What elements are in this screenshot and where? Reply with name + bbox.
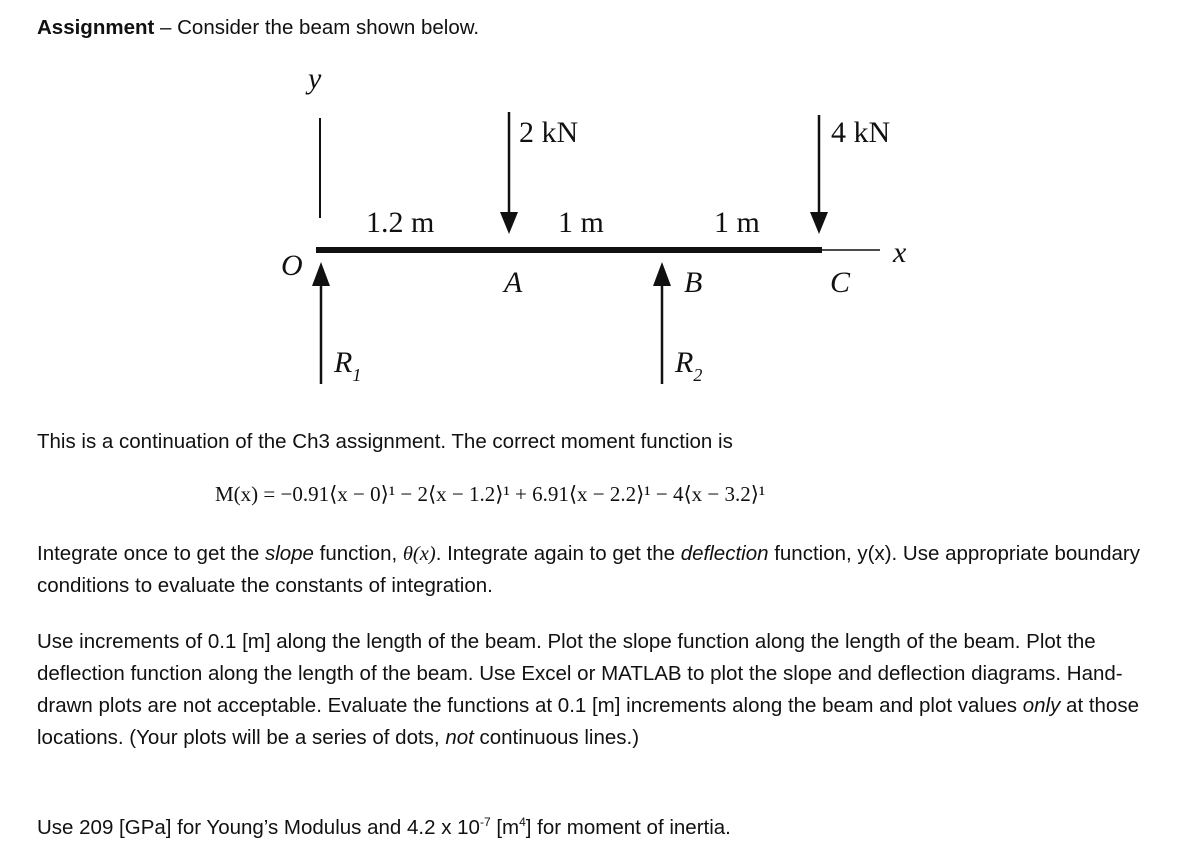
- title-bold: Assignment: [37, 16, 155, 39]
- para3-text-2: at those locations. (Your plots will be a series of dots,: [37, 694, 1139, 749]
- reaction-r1-letter: R: [334, 346, 353, 379]
- para2-text-2: function,: [313, 542, 403, 565]
- para2-text-3: . Integrate again to get the: [435, 542, 681, 565]
- load-arrowhead-4kn: [810, 212, 828, 234]
- reaction-arrowhead-r2: [653, 262, 671, 286]
- beam: [316, 247, 822, 253]
- x-axis-label: x: [893, 236, 907, 269]
- reaction-r1-sub: 1: [352, 365, 362, 385]
- para4-text-2: [m: [490, 816, 520, 839]
- span-label-1: 1.2 m: [366, 206, 435, 239]
- plotting-instructions: [37, 626, 1157, 754]
- reaction-r2-letter: R: [675, 346, 694, 379]
- point-label-c: C: [830, 266, 851, 299]
- integration-instructions: [37, 538, 1147, 602]
- para4-text-3: ] for moment of inertia.: [525, 816, 731, 839]
- para2-text-4: function, y(x). Use appropriate boundary conditions to evaluate the constants of integration.: [37, 542, 1140, 597]
- material-properties: [37, 812, 731, 844]
- para3-text-1: Use increments of 0.1 [m] along the length of the beam. Plot the slope function along the length of the beam. Plot the deflection function along the length of the beam. Use Excel or MATLAB to plot the slope and deflection diagrams. Hand-drawn plots are not acceptable. Evaluate the functions at 0.1 [m] increments along the beam and plot values: [37, 630, 1123, 717]
- para2-deflection: deflection: [680, 542, 769, 565]
- origin-label: O: [281, 249, 303, 282]
- reaction-label-r1: [333, 346, 361, 385]
- load-arrowhead-2kn: [500, 212, 518, 234]
- reaction-r2-sub: 2: [693, 365, 703, 385]
- reaction-arrowhead-r1: [312, 262, 330, 286]
- para3-not: not: [445, 726, 474, 749]
- para3-text-3: continuous lines.): [473, 726, 640, 749]
- para2-slope: slope: [264, 542, 314, 565]
- load-label-2kn: 2 kN: [519, 116, 579, 149]
- para4-text-1: Use 209 [GPa] for Young’s Modulus and 4.2 x 10: [37, 816, 480, 839]
- point-label-a: A: [504, 266, 523, 299]
- moment-equation: M(x) = −0.91⟨x − 0⟩¹ − 2⟨x − 1.2⟩¹ + 6.91⟨x − 2.2⟩¹ − 4⟨x − 3.2⟩¹: [215, 482, 766, 506]
- para2-text-1: Integrate once to get the: [37, 542, 265, 565]
- para4-exponent: -7: [479, 815, 491, 829]
- reaction-label-r2: [674, 346, 702, 385]
- para3-only: only: [1022, 694, 1061, 717]
- span-label-3: 1 m: [714, 206, 760, 239]
- intro-text: This is a continuation of the Ch3 assignment. The correct moment function is: [37, 430, 733, 453]
- point-label-b: B: [684, 266, 703, 299]
- load-label-4kn: 4 kN: [831, 116, 891, 149]
- span-label-2: 1 m: [558, 206, 604, 239]
- para4-exponent-2: 4: [519, 815, 526, 829]
- para2-theta: θ(x): [402, 543, 436, 565]
- y-axis-label: y: [308, 62, 322, 95]
- title-rest: – Consider the beam shown below.: [154, 16, 480, 39]
